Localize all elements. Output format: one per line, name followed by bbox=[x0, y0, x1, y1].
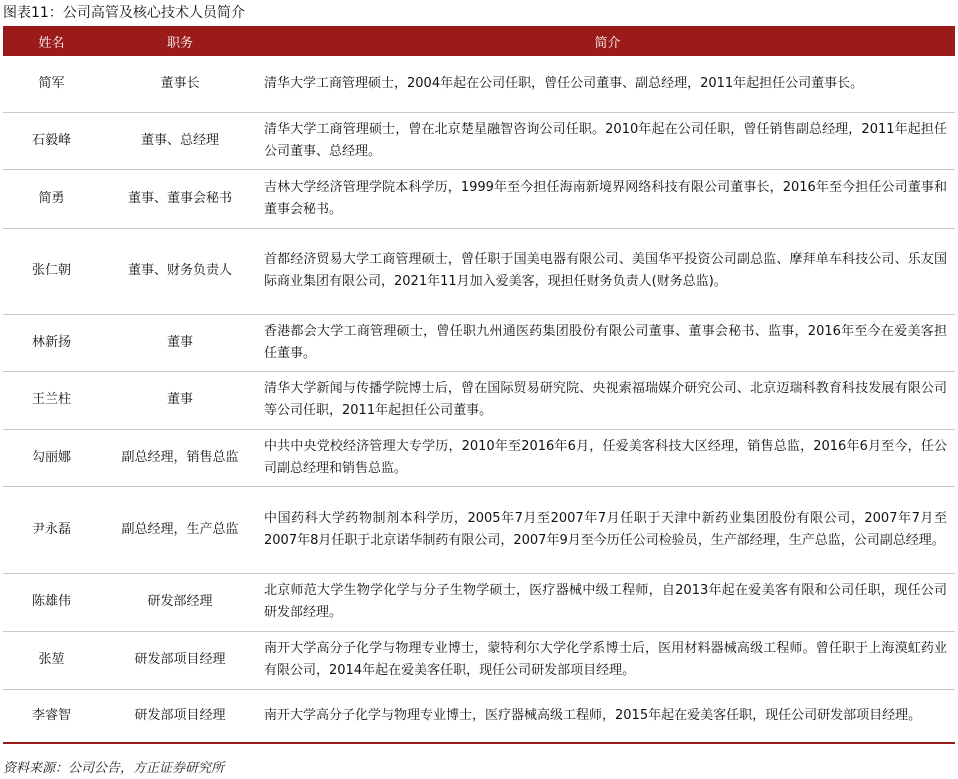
table-header bbox=[3, 26, 955, 56]
person-title: 董事 bbox=[100, 314, 260, 371]
person-title: 董事、总经理 bbox=[100, 112, 260, 169]
person-bio: 清华大学新闻与传播学院博士后，曾在国际贸易研究院、央视索福瑞媒介研究公司、北京迈瑞科教育科技发展有限公司等公司任职，2011年起担任公司董事。 bbox=[260, 371, 955, 429]
person-bio: 吉林大学经济管理学院本科学历，1999年至今担任海南新境界网络科技有限公司董事长，2016年至今担任公司董事和董事会秘书。 bbox=[260, 169, 955, 228]
person-bio: 中共中央党校经济管理大专学历，2010年至2016年6月，任爱美客科技大区经理，销售总监，2016年6月至今，任公司副总经理和销售总监。 bbox=[260, 429, 955, 486]
person-name: 简勇 bbox=[3, 169, 100, 228]
person-bio: 北京师范大学生物学化学与分子生物学硕士，医疗器械中级工程师，自2013年起在爱美客有限和公司任职，现任公司研发部经理。 bbox=[260, 573, 955, 631]
person-name: 尹永磊 bbox=[3, 486, 100, 573]
person-bio: 南开大学高分子化学与物理专业博士，医疗器械高级工程师，2015年起在爱美客任职，现任公司研发部项目经理。 bbox=[264, 707, 922, 723]
person-name: 张堃 bbox=[3, 631, 100, 689]
person-name: 张仁朝 bbox=[3, 228, 100, 314]
person-title: 董事、董事会秘书 bbox=[100, 169, 260, 228]
person-title: 副总经理，销售总监 bbox=[100, 429, 260, 486]
table-row bbox=[3, 631, 955, 689]
person-bio: 香港都会大学工商管理硕士，曾任职九州通医药集团股份有限公司董事、董事会秘书、监事，2016年至今在爱美客担任董事。 bbox=[260, 314, 955, 371]
person-bio: 清华大学工商管理硕士，曾在北京楚星融智咨询公司任职。2010年起在公司任职，曾任销售副总经理，2011年起担任公司董事、总经理。 bbox=[260, 112, 955, 169]
table-row bbox=[3, 228, 955, 314]
header-name: 姓名 bbox=[3, 26, 100, 56]
header-title: 职务 bbox=[100, 26, 260, 56]
person-bio: 首都经济贸易大学工商管理硕士，曾任职于国美电器有限公司、美国华平投资公司副总监、摩拜单车科技公司、乐友国际商业集团有限公司，2021年11月加入爱美客，现担任财务负责人(财务总监)。 bbox=[260, 228, 955, 314]
table-row bbox=[3, 314, 955, 371]
person-bio: 中国药科大学药物制剂本科学历，2005年7月至2007年7月任职于天津中新药业集团股份有限公司，2007年7月至2007年8月任职于北京诺华制药有限公司，2007年9月至今历任公司检验员，生产部经理，生产总监，公司副总经理。 bbox=[260, 486, 955, 573]
table-row bbox=[3, 429, 955, 486]
person-bio: 清华大学工商管理硕士，2004年起在公司任职，曾任公司董事、副总经理，2011年起担任公司董事长。 bbox=[260, 56, 955, 112]
figure-title: 图表11：公司高管及核心技术人员简介 bbox=[3, 5, 245, 21]
person-title: 董事 bbox=[100, 371, 260, 429]
table-row bbox=[3, 169, 955, 228]
table-row bbox=[3, 56, 955, 112]
person-bio: 南开大学高分子化学与物理专业博士，蒙特利尔大学化学系博士后，医用材料器械高级工程师。曾任职于上海漠虹药业有限公司，2014年起在爱美客任职，现任公司研发部项目经理。 bbox=[260, 631, 955, 689]
person-name: 勾丽娜 bbox=[3, 429, 100, 486]
table-row bbox=[3, 689, 955, 743]
table-row bbox=[3, 573, 955, 631]
person-name: 林新扬 bbox=[3, 314, 100, 371]
table-row bbox=[3, 486, 955, 573]
person-title: 研发部项目经理 bbox=[100, 631, 260, 689]
table-body bbox=[3, 56, 955, 743]
person-name: 王兰柱 bbox=[3, 371, 100, 429]
person-title: 董事长 bbox=[100, 56, 260, 112]
table-row bbox=[3, 112, 955, 169]
source-note: 资料来源：公司公告，方正证券研究所 bbox=[3, 761, 225, 776]
person-name: 简军 bbox=[3, 56, 100, 112]
person-name: 陈雄伟 bbox=[3, 573, 100, 631]
header-row bbox=[3, 26, 955, 56]
person-title: 研发部项目经理 bbox=[134, 707, 226, 723]
person-title: 董事、财务负责人 bbox=[100, 228, 260, 314]
table-row bbox=[3, 371, 955, 429]
executive-table bbox=[3, 26, 955, 744]
header-bio: 简介 bbox=[260, 26, 955, 56]
person-title: 副总经理，生产总监 bbox=[100, 486, 260, 573]
person-name: 石毅峰 bbox=[3, 112, 100, 169]
person-title: 研发部经理 bbox=[100, 573, 260, 631]
person-name: 李睿智 bbox=[31, 707, 71, 723]
